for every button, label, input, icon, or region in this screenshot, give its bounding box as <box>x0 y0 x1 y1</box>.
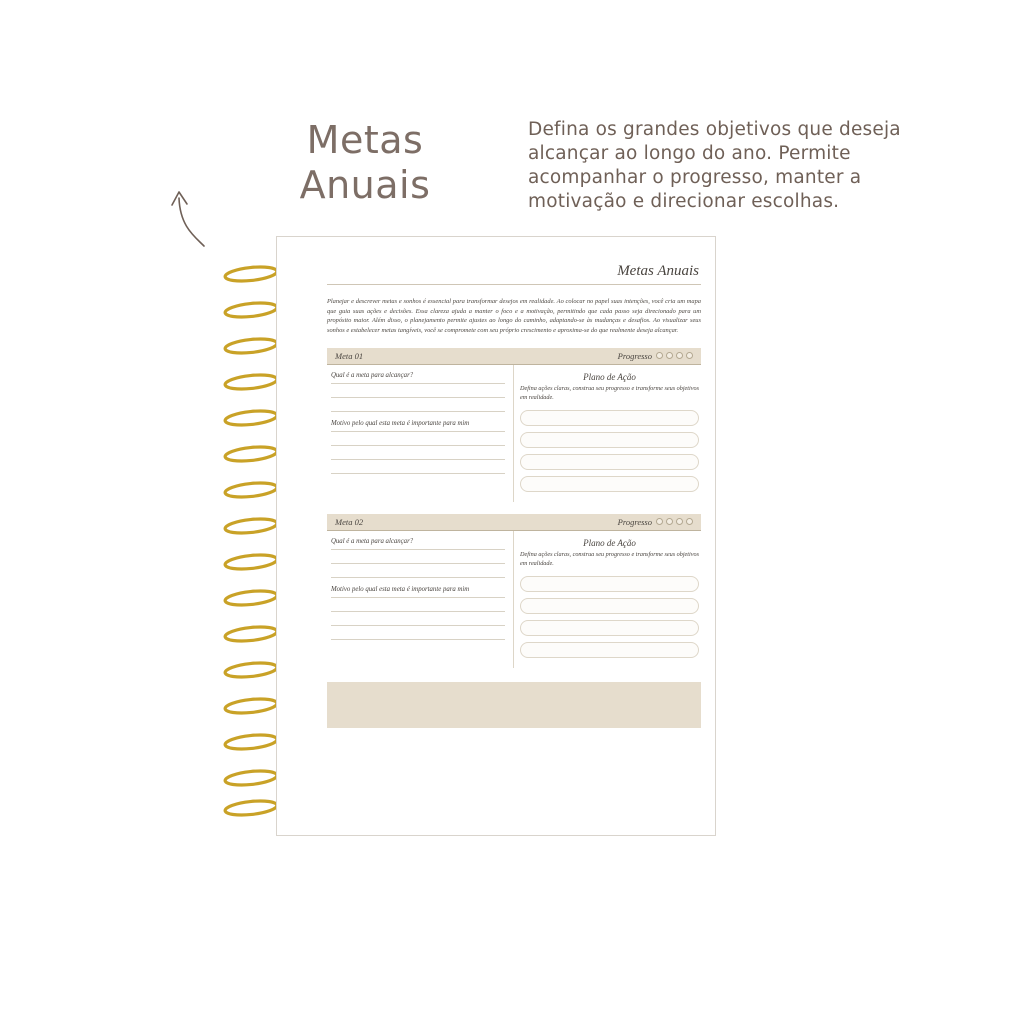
notes-area[interactable] <box>327 682 701 728</box>
progress-dots <box>656 518 693 525</box>
plan-action-field[interactable] <box>520 432 699 448</box>
write-line[interactable] <box>331 625 505 626</box>
goal-body <box>327 531 701 668</box>
write-line[interactable] <box>331 473 505 474</box>
intro-paragraph: Planejar e descrever metas e sonhos é essencial para transformar desejos em realidade. Ao colocar no papel suas intenções, você cria um mapa que guia suas ações e decisões. Essa clareza ajuda a manter o foco e a motivação, permitindo que cada passo seja direcionado para um propósito maior. Além disso, o planejamento permite ajustes ao longo do caminho, adaptando-se às mudanças e desafios. Ao visualizar seus sonhos e estabelecer metas tangíveis, você se compromete com seu próprio crescimento e aproxima-se do que realmente deseja alcançar. <box>327 298 701 335</box>
progress-dots <box>656 352 693 359</box>
plan-action-field[interactable] <box>520 642 699 658</box>
progress-group <box>618 517 693 527</box>
goal-question-label: Qual é a meta para alcançar? <box>331 371 414 379</box>
progress-dot[interactable] <box>676 518 683 525</box>
goal-right-column <box>514 365 701 502</box>
plan-subtitle: Defina ações claras, construa seu progresso e transforme seus objetivos em realidade. <box>520 384 699 401</box>
headline-line-1: Metas <box>306 118 424 162</box>
write-line[interactable] <box>331 611 505 612</box>
write-line[interactable] <box>331 411 505 412</box>
write-line[interactable] <box>331 597 505 598</box>
goal-reason-label: Motivo pelo qual esta meta é importante para mim <box>331 585 470 593</box>
write-line[interactable] <box>331 577 505 578</box>
progress-dot[interactable] <box>686 518 693 525</box>
goal-block-1 <box>327 348 701 502</box>
plan-action-field[interactable] <box>520 576 699 592</box>
write-line[interactable] <box>331 383 505 384</box>
write-line[interactable] <box>331 397 505 398</box>
progress-label: Progresso <box>617 350 652 361</box>
headline-line-2: Anuais <box>299 162 431 207</box>
page-title <box>230 118 500 208</box>
goal-reason-label: Motivo pelo qual esta meta é importante para mim <box>331 419 470 427</box>
goal-question-label: Qual é a meta para alcançar? <box>331 537 414 545</box>
progress-dot[interactable] <box>676 352 683 359</box>
curved-arrow-icon <box>160 180 212 250</box>
progress-group <box>618 351 693 361</box>
goal-left-column <box>327 365 514 502</box>
write-line[interactable] <box>331 459 505 460</box>
progress-dot[interactable] <box>686 352 693 359</box>
progress-dot[interactable] <box>656 352 663 359</box>
write-line[interactable] <box>331 549 505 550</box>
planner-page-content <box>327 263 701 811</box>
goal-block-2 <box>327 514 701 668</box>
goal-body <box>327 365 701 502</box>
progress-dot[interactable] <box>666 518 673 525</box>
description-text: Defina os grandes objetivos que deseja alcançar ao longo do ano. Permite acompanhar o progresso, manter a motivação e direcionar escolhas. <box>528 119 901 213</box>
plan-action-field[interactable] <box>520 620 699 636</box>
plan-title: Plano de Ação <box>583 371 636 382</box>
planner-page <box>276 236 716 836</box>
plan-action-field[interactable] <box>520 410 699 426</box>
goal-label: Meta 02 <box>335 516 364 527</box>
title-divider <box>327 284 701 285</box>
planner-page-title: Metas Anuais <box>617 263 699 279</box>
plan-subtitle: Defina ações claras, construa seu progresso e transforme seus objetivos em realidade. <box>520 550 699 567</box>
plan-action-field[interactable] <box>520 598 699 614</box>
goal-header <box>327 348 701 365</box>
goal-right-column <box>514 531 701 668</box>
goal-label: Meta 01 <box>335 350 364 361</box>
write-line[interactable] <box>331 563 505 564</box>
write-line[interactable] <box>331 445 505 446</box>
plan-action-field[interactable] <box>520 454 699 470</box>
goal-header <box>327 514 701 531</box>
write-line[interactable] <box>331 431 505 432</box>
plan-title: Plano de Ação <box>583 537 636 548</box>
write-line[interactable] <box>331 639 505 640</box>
goal-left-column <box>327 531 514 668</box>
plan-action-field[interactable] <box>520 476 699 492</box>
progress-label: Progresso <box>617 516 652 527</box>
progress-dot[interactable] <box>666 352 673 359</box>
progress-dot[interactable] <box>656 518 663 525</box>
